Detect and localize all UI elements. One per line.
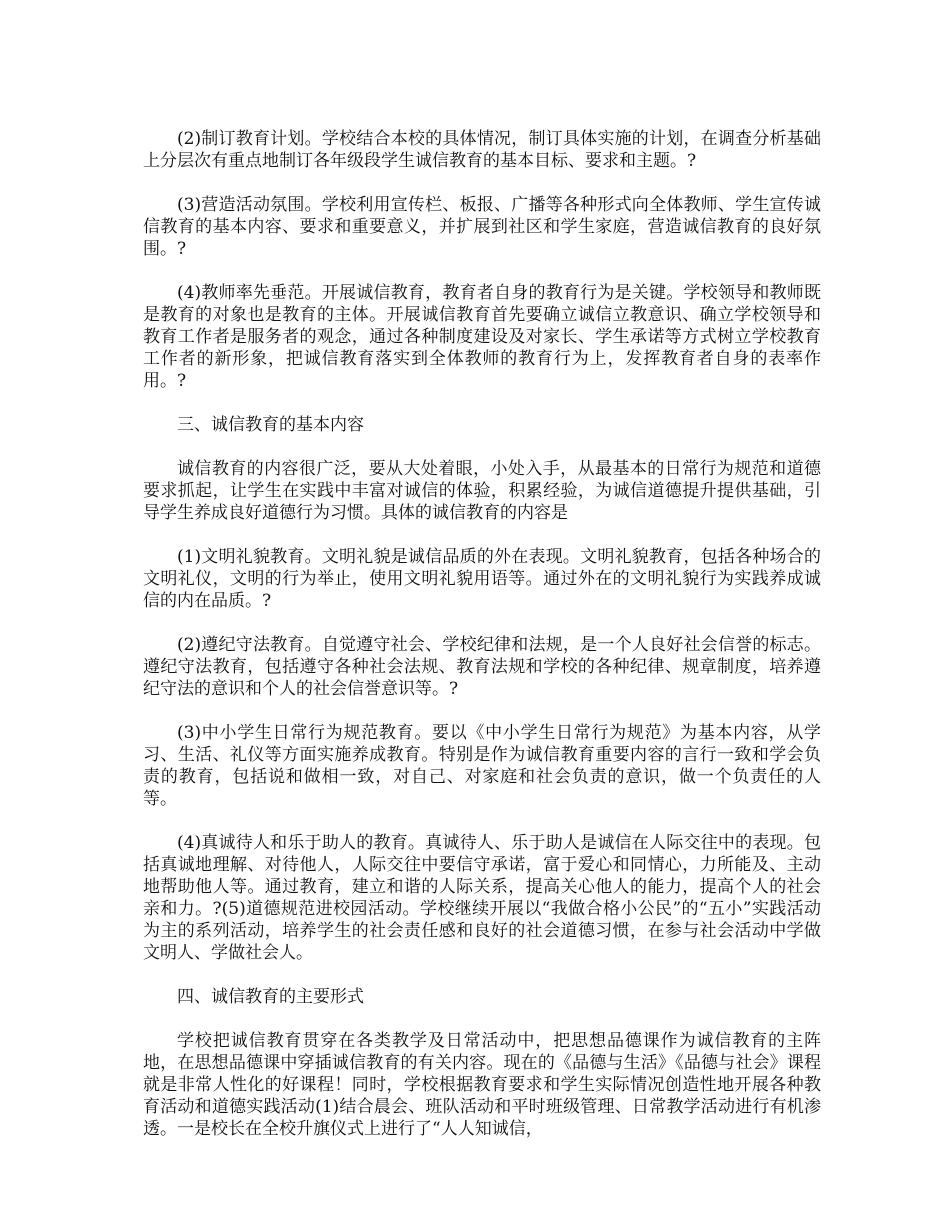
- paragraph-civility: (1)文明礼貌教育。文明礼貌是诚信品质的外在表现。文明礼貌教育，包括各种场合的文明礼仪，文明的行为举止，使用文明礼貌用语等。通过外在的文明礼貌行为实践养成诚信的内在品质。?: [143, 547, 821, 611]
- paragraph-behavior-norms: (3)中小学生日常行为规范教育。要以《中小学生日常行为规范》为基本内容，从学习、生活、礼仪等方面实施养成教育。特别是作为诚信教育重要内容的言行一致和学会负责的教育，包括说和做相一致，对自己、对家庭和社会负责的意识，做一个负责任的人等。: [143, 723, 821, 809]
- paragraph-content-intro: 诚信教育的内容很广泛，要从大处着眼，小处入手，从最基本的日常行为规范和道德要求抓起，让学生在实践中丰富对诚信的体验，积累经验，为诚信道德提升提供基础，引导学生养成良好道德行为习惯。具体的诚信教育的内容是: [143, 459, 821, 523]
- section-heading-basic-content: 三、诚信教育的基本内容: [177, 415, 364, 435]
- paragraph-teacher-example: (4)教师率先垂范。开展诚信教育，教育者自身的教育行为是关键。学校领导和教师既是教育的对象也是教育的主体。开展诚信教育首先要确立诚信立教意识、确立学校领导和教育工作者是服务者的观念，通过各种制度建设及对家长、学生承诺等方式树立学校教育工作者的新形象，把诚信教育落实到全体教师的教育行为上，发挥教育者自身的表率作用。?: [143, 283, 821, 391]
- paragraph-law-abiding: (2)遵纪守法教育。自觉遵守社会、学校纪律和法规，是一个人良好社会信誉的标志。遵纪守法教育，包括遵守各种社会法规、教育法规和学校的各种纪律、规章制度，培养遵纪守法的意识和个人的社会信誉意识等。?: [143, 635, 821, 699]
- paragraph-atmosphere: (3)营造活动氛围。学校利用宣传栏、板报、广播等各种形式向全体教师、学生宣传诚信教育的基本内容、要求和重要意义，并扩展到社区和学生家庭，营造诚信教育的良好氛围。?: [143, 195, 821, 259]
- paragraph-main-forms: 学校把诚信教育贯穿在各类教学及日常活动中，把思想品德课作为诚信教育的主阵地，在思想品德课中穿插诚信教育的有关内容。现在的《品德与生活》《品德与社会》课程就是非常人性化的好课程！同时，学校根据教育要求和学生实际情况创造性地开展各种教育活动和道德实践活动(1)结合晨会、班队活动和平时班级管理、日常教学活动进行有机渗透。一是校长在全校升旗仪式上进行了“人人知诚信，: [143, 1031, 821, 1139]
- paragraph-plan: (2)制订教育计划。学校结合本校的具体情况，制订具体实施的计划，在调查分析基础上分层次有重点地制订各年级段学生诚信教育的基本目标、要求和主题。?: [143, 129, 821, 171]
- section-heading-main-forms: 四、诚信教育的主要形式: [177, 987, 364, 1007]
- document-body: [143, 128, 821, 1162]
- paragraph-sincerity: (4)真诚待人和乐于助人的教育。真诚待人、乐于助人是诚信在人际交往中的表现。包括真诚地理解、对待他人，人际交往中要信守承诺，富于爱心和同情心，力所能及、主动地帮助他人等。通过教育，建立和谐的人际关系，提高关心他人的能力，提高个人的社会亲和力。?(5)道德规范进校园活动。学校继续开展以“我做合格小公民”的“五小”实践活动为主的系列活动，培养学生的社会责任感和良好的社会道德习惯，在参与社会活动中学做文明人、学做社会人。: [143, 833, 821, 963]
